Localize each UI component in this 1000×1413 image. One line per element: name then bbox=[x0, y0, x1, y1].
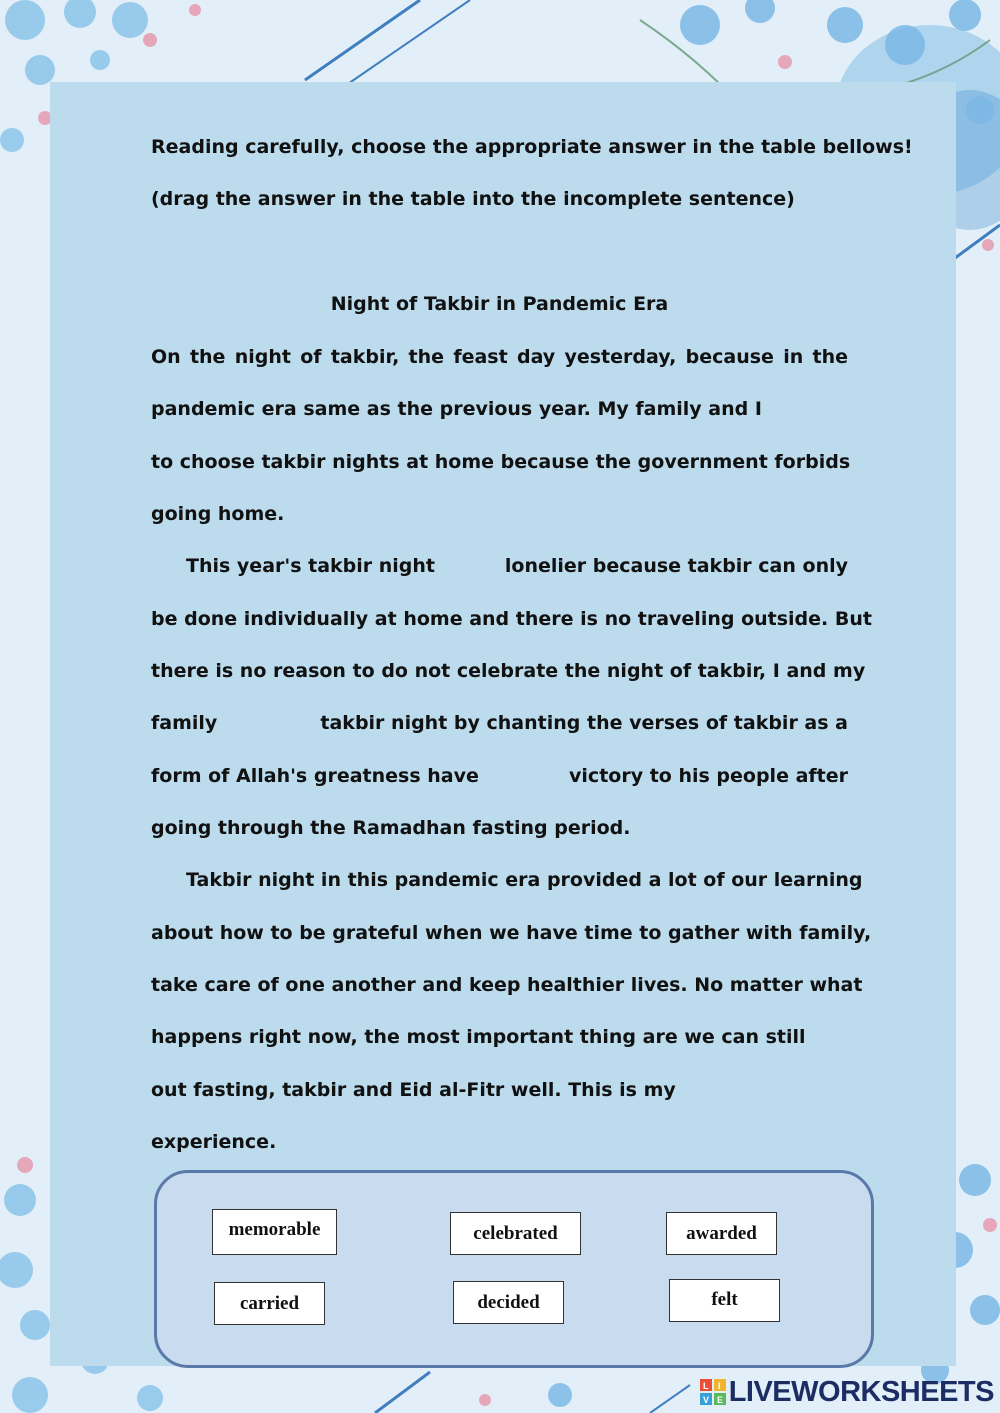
story-line bbox=[151, 1025, 848, 1049]
answer-blank-3[interactable] bbox=[223, 711, 323, 735]
liveworksheets-brand bbox=[700, 1375, 994, 1409]
story-line bbox=[151, 1078, 848, 1102]
story-line: there is no reason to do not celebrate the night of takbir, I and my bbox=[151, 660, 866, 682]
svg-text:V: V bbox=[702, 1395, 709, 1405]
story-line: On the night of takbir, the feast day yesterday, because in the bbox=[151, 346, 848, 368]
story-line: Takbir night in this pandemic era provided a lot of our learning bbox=[186, 869, 863, 891]
story-text: form of Allah's greatness have bbox=[151, 765, 479, 787]
brand-name: LIVEWORKSHEETS bbox=[728, 1375, 994, 1408]
story-line bbox=[151, 397, 848, 421]
answer-blank-4[interactable] bbox=[466, 764, 566, 788]
story-text: out fasting, takbir and Eid al-Fitr well. This is my bbox=[151, 1079, 676, 1101]
story-line: experience. bbox=[151, 1131, 277, 1153]
answer-option[interactable]: memorable bbox=[212, 1209, 337, 1255]
story-text: takbir night by chanting the verses of takbir as a bbox=[320, 712, 848, 734]
word-bank bbox=[154, 1170, 874, 1368]
story-line: about how to be grateful when we have time to gather with family, bbox=[151, 922, 872, 944]
instruction-line-1: Reading carefully, choose the appropriate answer in the table bellows! bbox=[151, 136, 913, 158]
story-line: be done individually at home and there is no traveling outside. But bbox=[151, 608, 872, 630]
story-line bbox=[151, 764, 848, 788]
story-line: take care of one another and keep healthier lives. No matter what bbox=[151, 974, 863, 996]
answer-option[interactable]: carried bbox=[214, 1282, 325, 1325]
story-line bbox=[186, 554, 848, 578]
story-text: happens right now, the most important thing are we can still bbox=[151, 1026, 806, 1048]
instruction-line-2: (drag the answer in the table into the incomplete sentence) bbox=[151, 188, 795, 210]
svg-text:E: E bbox=[716, 1395, 723, 1405]
story-line: going home. bbox=[151, 503, 285, 525]
liveworksheets-logo-icon bbox=[700, 1379, 726, 1405]
story-text: victory to his people after bbox=[569, 765, 848, 787]
story-line: going through the Ramadhan fasting period. bbox=[151, 817, 631, 839]
svg-text:L: L bbox=[702, 1381, 709, 1391]
story-line: to choose takbir nights at home because the government forbids bbox=[151, 451, 851, 473]
answer-option[interactable]: felt bbox=[669, 1279, 780, 1322]
story-title: Night of Takbir in Pandemic Era bbox=[330, 293, 669, 315]
answer-option[interactable]: decided bbox=[453, 1281, 564, 1324]
story-text: pandemic era same as the previous year. My family and I bbox=[151, 398, 762, 420]
story-text: lonelier because takbir can only bbox=[504, 555, 848, 577]
svg-text:I: I bbox=[717, 1381, 721, 1391]
story-text: This year's takbir night bbox=[186, 555, 436, 577]
story-text: family bbox=[151, 712, 218, 734]
story-line bbox=[151, 711, 848, 735]
answer-option[interactable]: awarded bbox=[666, 1212, 777, 1255]
answer-option[interactable]: celebrated bbox=[450, 1212, 581, 1255]
